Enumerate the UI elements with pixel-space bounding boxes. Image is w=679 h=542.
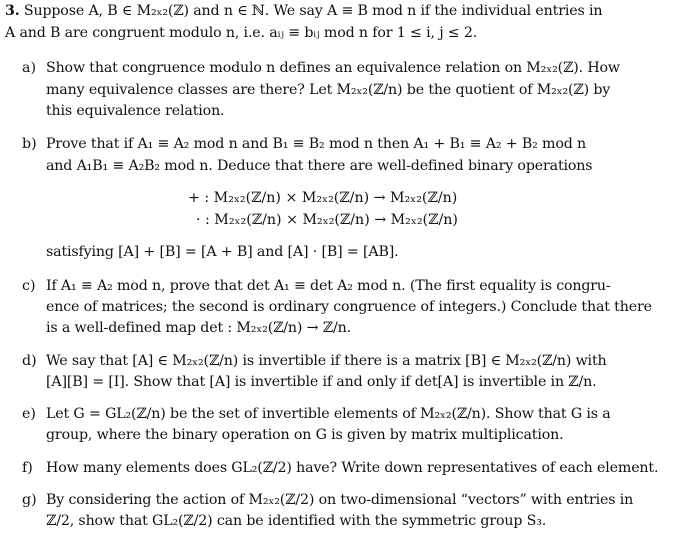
part-d-line-1: We say that [A] ∈ M₂ₓ₂(ℤ/n) is invertible if there is a matrix [B] ∈ M₂ₓ₂(ℤ/n) with [46,353,607,369]
problem-number: 3. [5,3,20,19]
problem-intro-line-2: A and B are congruent modulo n, i.e. aᵢⱼ ≡ bᵢⱼ mod n for 1 ≤ i, j ≤ 2. [5,25,478,41]
part-b-label: b) [22,136,37,152]
part-d-line-2: [A][B] = [I]. Show that [A] is invertible if and only if det[A] is invertible in ℤ/n. [46,374,597,390]
part-e-line-2: group, where the binary operation on G is given by matrix multiplication. [46,427,564,443]
part-e-line-1: Let G = GL₂(ℤ/n) be the set of invertible elements of M₂ₓ₂(ℤ/n). Show that G is a [46,406,611,422]
part-b-display-1: + : M₂ₓ₂(ℤ/n) × M₂ₓ₂(ℤ/n) → M₂ₓ₂(ℤ/n) [188,190,458,206]
part-b-line-1: Prove that if A₁ ≡ A₂ mod n and B₁ ≡ B₂ mod n then A₁ + B₁ ≡ A₂ + B₂ mod n [46,136,587,152]
part-f-line-1: How many elements does GL₂(ℤ/2) have? Write down representatives of each element. [46,460,659,476]
part-g-label: g) [22,492,37,508]
problem-intro-text-1: Suppose A, B ∈ M₂ₓ₂(ℤ) and n ∈ ℕ. We say A ≡ B mod n if the individual entries in [23,3,603,19]
part-g-line-1: By considering the action of M₂ₓ₂(ℤ/2) on two-dimensional “vectors” with entries in [46,492,634,508]
part-c-line-1: If A₁ ≡ A₂ mod n, prove that det A₁ ≡ det A₂ mod n. (The first equality is congru- [46,278,611,294]
part-b-display-2: · : M₂ₓ₂(ℤ/n) × M₂ₓ₂(ℤ/n) → M₂ₓ₂(ℤ/n) [196,212,458,228]
problem-intro-line-1 [5,1,602,21]
part-g-line-2: ℤ/2, show that GL₂(ℤ/2) can be identified with the symmetric group S₃. [46,513,547,529]
part-a-line-2: many equivalence classes are there? Let M₂ₓ₂(ℤ/n) be the quotient of M₂ₓ₂(ℤ) by [46,82,611,98]
part-c-line-3: is a well-defined map det : M₂ₓ₂(ℤ/n) → ℤ/n. [46,320,351,336]
part-e-label: e) [22,406,36,422]
part-c-label: c) [22,278,36,294]
part-c-line-2: ence of matrices; the second is ordinary congruence of integers.) Conclude that there [46,299,652,315]
part-f-label: f) [22,460,33,476]
part-d-label: d) [22,353,37,369]
part-a-label: a) [22,60,36,76]
part-b-after: satisfying [A] + [B] = [A + B] and [A] · [B] = [AB]. [46,244,399,260]
part-b-line-2: and A₁B₁ ≡ A₂B₂ mod n. Deduce that there are well-defined binary operations [46,158,593,174]
part-a-line-1: Show that congruence modulo n defines an equivalence relation on M₂ₓ₂(ℤ). How [46,60,620,76]
part-a-line-3: this equivalence relation. [46,103,225,119]
